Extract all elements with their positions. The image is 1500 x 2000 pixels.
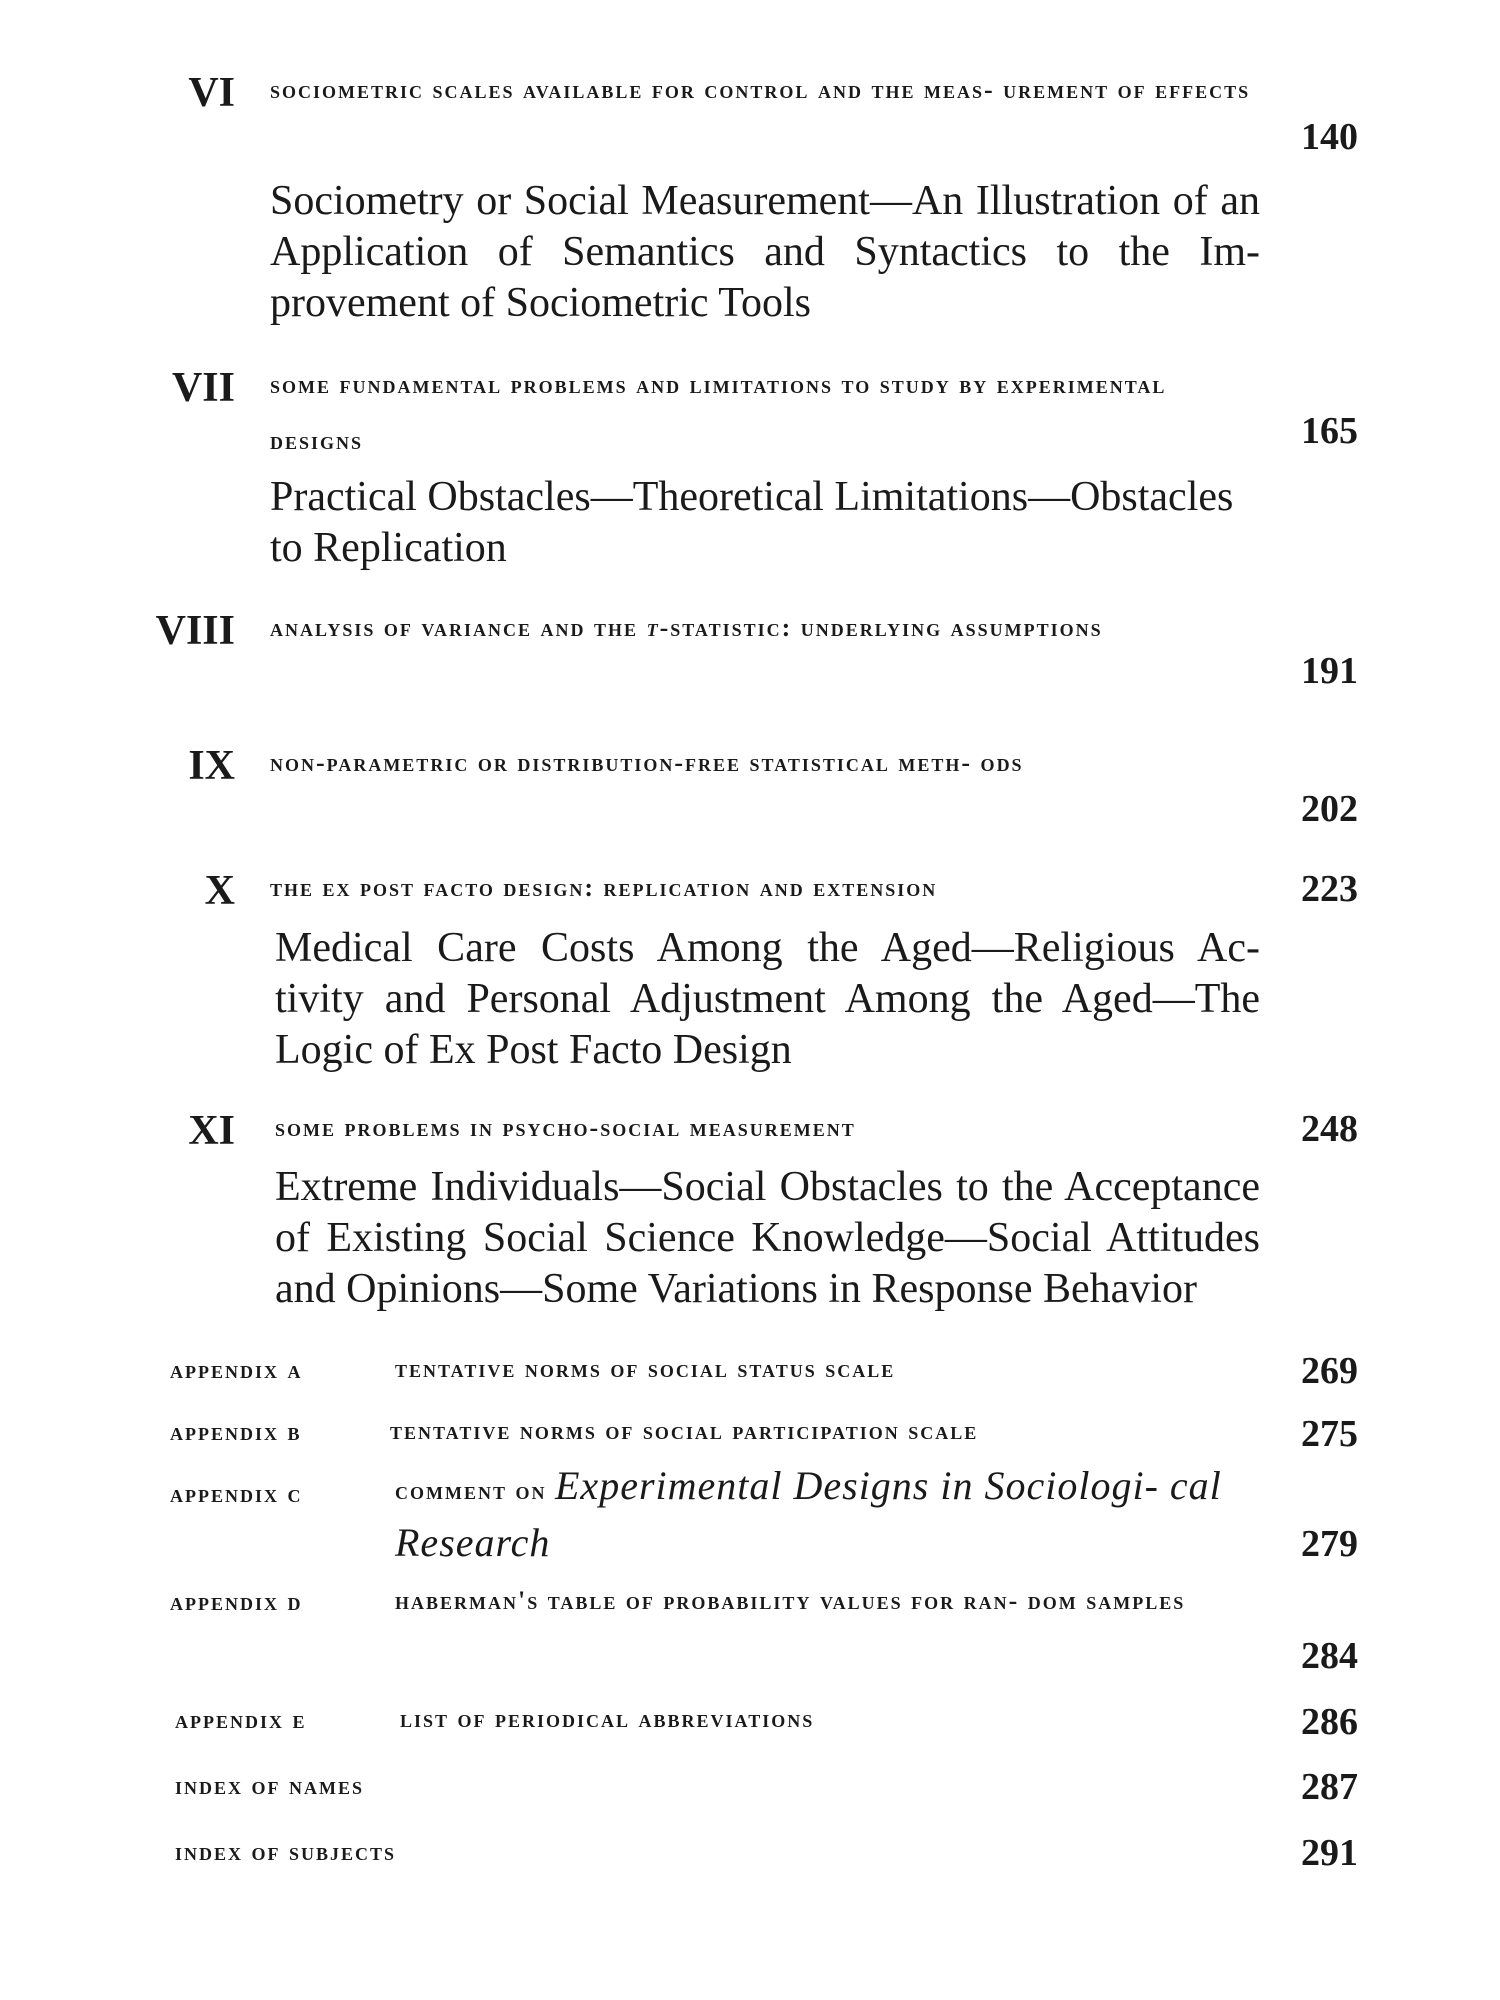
page-number: 140 (1301, 116, 1358, 158)
page-number: 275 (1301, 1413, 1358, 1455)
appendix-title (395, 1460, 1265, 1574)
chapter-number: IX (188, 743, 235, 789)
chapter-title: some fundamental problems and limitations to study by experimental designs (270, 370, 1167, 455)
page-number: 279 (1301, 1523, 1358, 1565)
page-number: 223 (1301, 868, 1358, 910)
appendix-title: tentative norms of social status scale (395, 1354, 896, 1383)
chapter-title: sociometric scales available for control and the meas- urement of effects (270, 75, 1251, 104)
chapter-title-italic: t (646, 613, 660, 642)
page-number: 202 (1301, 788, 1358, 830)
chapter-title: some problems in psycho-social measurement (275, 1113, 856, 1142)
page-number: 284 (1301, 1635, 1358, 1677)
appendix-label: appendix b (170, 1417, 302, 1446)
chapter-number: VI (188, 70, 235, 116)
chapter-number: X (204, 868, 235, 914)
chapter-number: VIII (155, 608, 235, 654)
chapter-description: Medical Care Costs Among the Aged—Religious Ac- tivity and Personal Adjustment Among the Aged—The Logic of Ex Post Facto Design (275, 925, 1260, 1073)
chapter-title-part: -statistic: underlying assumptions (659, 613, 1103, 642)
appendix-title: tentative norms of social participation scale (390, 1416, 979, 1445)
chapter-title: the ex post facto design: replication and extension (270, 873, 938, 902)
page-number: 269 (1301, 1350, 1358, 1392)
appendix-title-part: comment on (395, 1476, 555, 1505)
chapter-title (270, 600, 1260, 656)
chapter-description: Practical Obstacles—Theoretical Limitations—Obstacles to Replication (270, 474, 1234, 571)
index-title: index of subjects (175, 1837, 397, 1866)
page-number: 286 (1301, 1701, 1358, 1743)
index-title: index of names (175, 1771, 365, 1800)
appendix-title: list of periodical abbreviations (400, 1704, 815, 1733)
page-number: 191 (1301, 650, 1358, 692)
appendix-title: haberman's table of probability values for ran- dom samples (395, 1586, 1186, 1615)
chapter-number: XI (188, 1108, 235, 1154)
appendix-title-italic: Experimental Designs in Sociologi- cal Research (395, 1463, 1222, 1565)
chapter-title: non-parametric or distribution-free statistical meth- ods (270, 748, 1024, 777)
page-number: 165 (1301, 410, 1358, 452)
chapter-title-part: analysis of variance and the (270, 613, 647, 642)
appendix-label: appendix c (170, 1479, 303, 1508)
chapter-description: Extreme Individuals—Social Obstacles to the Acceptance of Existing Social Science Knowledge—Social Attitudes and Opinions—Some Variations in Response Behavior (275, 1164, 1260, 1312)
appendix-label: appendix d (170, 1587, 303, 1616)
page-number: 291 (1301, 1832, 1358, 1874)
appendix-label: appendix a (170, 1355, 303, 1384)
page-number: 287 (1301, 1766, 1358, 1808)
appendix-label: appendix e (175, 1705, 307, 1734)
chapter-number: VII (171, 365, 235, 411)
chapter-description: Sociometry or Social Measurement—An Illustration of an Application of Semantics and Syntactics to the Im- provement of Sociometric Tools (270, 178, 1260, 326)
page-number: 248 (1301, 1108, 1358, 1150)
